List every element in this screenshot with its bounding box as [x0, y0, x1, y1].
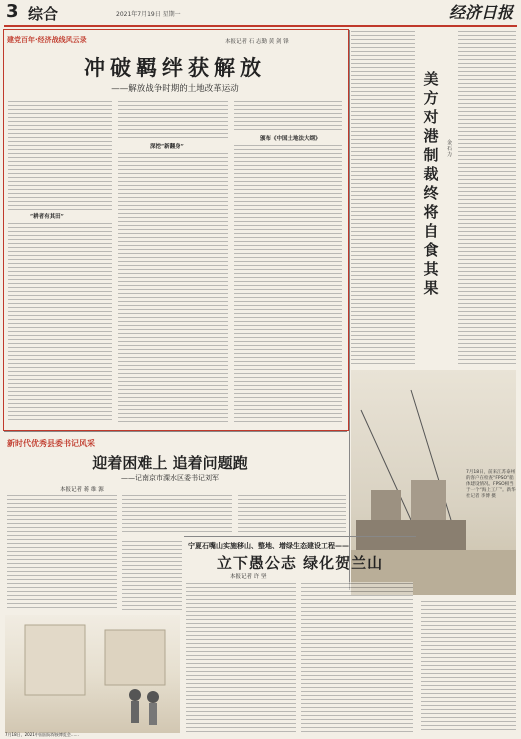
article-body-text	[118, 152, 228, 422]
greening-article-byline: 本报记者 许 坚	[230, 574, 267, 580]
article-subtitle: “耕者有其田”	[30, 214, 64, 220]
main-article-headline[interactable]: 冲破羁绊获解放	[84, 55, 266, 80]
article-body-text	[122, 494, 232, 534]
article-body-text	[234, 100, 342, 130]
event-photo-caption: 7月18日，2021中国国际焊接博览会……	[5, 732, 79, 737]
commentary-author: 金 石 力	[447, 140, 453, 158]
event-photo[interactable]	[5, 615, 180, 733]
masthead-logo: 经济日报	[448, 3, 513, 22]
article-body-text	[421, 600, 516, 732]
article-body-text	[234, 144, 342, 422]
greening-article-headline[interactable]: 立下愚公志 绿化贺兰山	[216, 554, 384, 572]
article-body-text	[118, 100, 228, 138]
publication-date: 2021年7月19日 星期一	[116, 11, 181, 18]
lower-article-subhead: ——记南京市溧水区委书记刘军	[121, 474, 219, 482]
article-body-text	[8, 100, 112, 210]
article-body-text	[186, 582, 296, 732]
greening-article-kicker: 宁夏石嘴山实施移山、整地、增绿生态建设工程——	[188, 542, 349, 550]
article-body-text	[8, 222, 112, 422]
header-rule	[4, 25, 517, 27]
column-divider	[349, 30, 350, 590]
event-illustration	[5, 615, 180, 733]
lower-article-headline[interactable]: 迎着困难上 追着问题跑	[92, 454, 248, 472]
lower-article-kicker: 新时代优秀县委书记风采	[7, 439, 95, 448]
column-body-text	[351, 30, 415, 365]
ship-photo-caption: 7月18日，前来江苏泰州的客户在检查“FPSO”船体建设情况。FPSO相当于一个“海上工厂”。新华社记者 李博 摄	[466, 470, 516, 499]
column-body-text	[458, 30, 516, 365]
section-divider	[4, 431, 347, 432]
main-article-subhead: ——解放战争时期的土地改革运动	[111, 84, 239, 94]
article-body-text	[238, 494, 346, 534]
article-subtitle: 深挖“新翻身”	[150, 144, 184, 150]
page-number: 3	[6, 1, 19, 22]
article-body-text	[301, 582, 413, 732]
section-title: 综合	[28, 5, 59, 23]
lower-article-byline: 本报记者 蒋 维 源	[60, 487, 104, 493]
article-subtitle: 颁布《中国土地法大纲》	[260, 136, 321, 142]
article-body-text	[122, 540, 182, 610]
commentary-headline[interactable]: 美方对港制裁终将自食其果	[423, 70, 439, 297]
section-divider	[184, 536, 416, 537]
main-article-byline: 本报记者 石 志勤 黄 剑 锋	[225, 39, 289, 45]
main-article-kicker: 建党百年·经济战线风云录	[7, 36, 87, 44]
article-body-text	[7, 494, 117, 609]
